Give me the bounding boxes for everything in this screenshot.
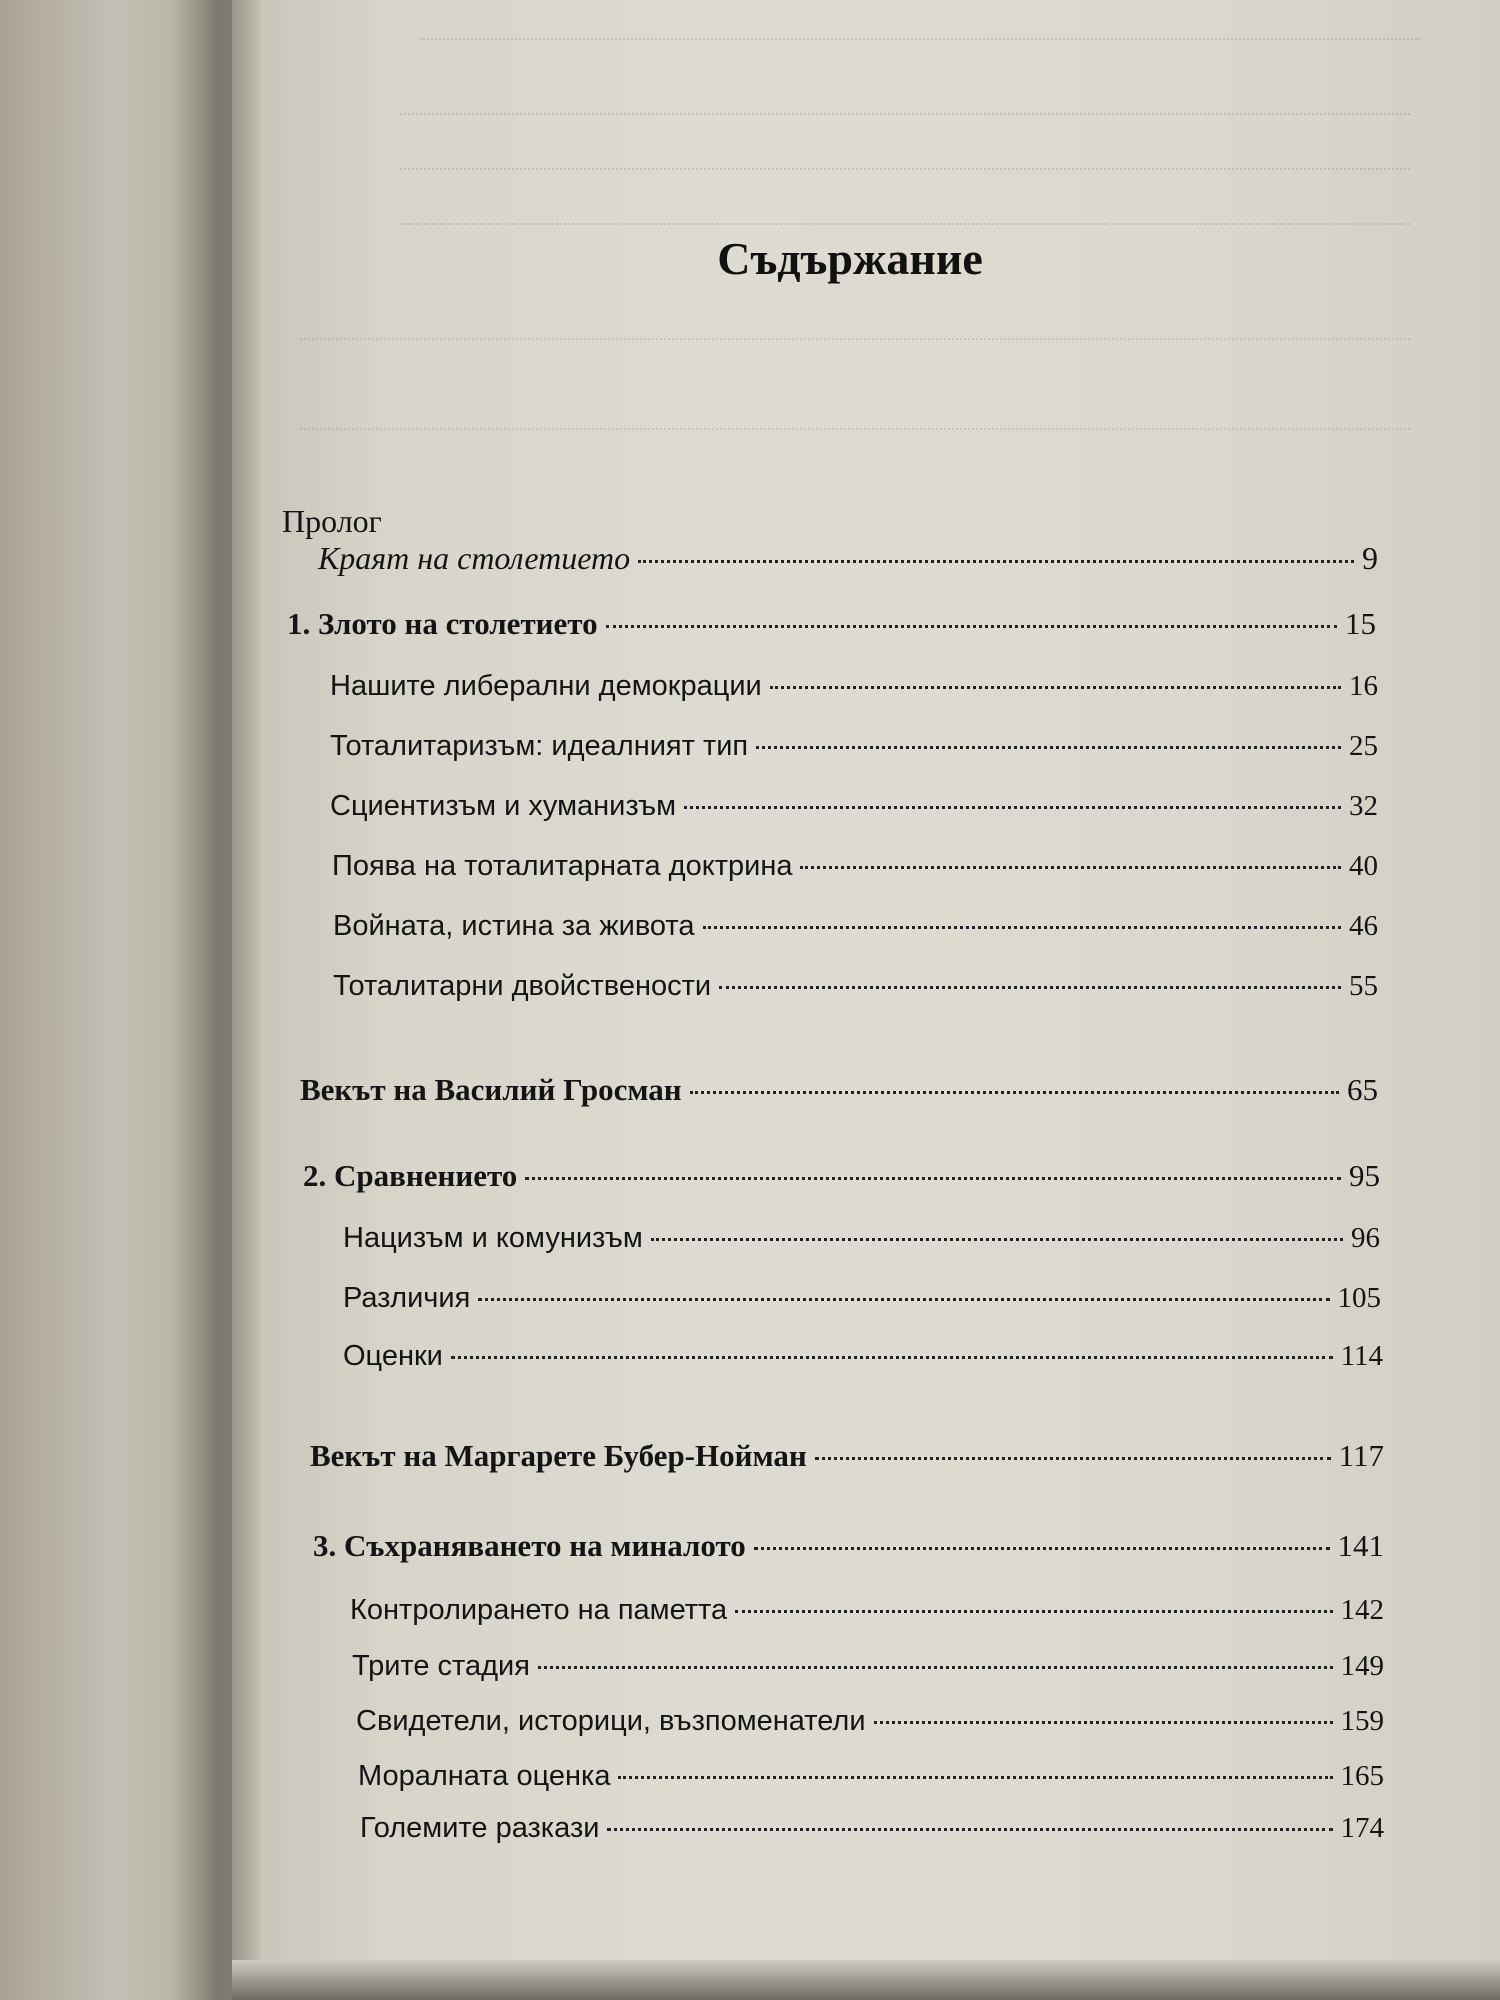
toc-entry-label: Поява на тоталитарната доктрина [332,850,793,882]
toc-chapter[interactable] [303,1158,1380,1194]
dot-leader [618,1776,1332,1779]
toc-page-number: 16 [1349,670,1378,702]
dot-leader [874,1721,1333,1724]
toc-section[interactable] [358,1760,1384,1793]
toc-entry-label: Големите разкази [360,1812,600,1844]
dot-leader [638,560,1354,563]
dot-leader [478,1298,1329,1301]
toc-section[interactable] [330,790,1378,823]
toc-page-number: 15 [1345,606,1376,641]
toc-section[interactable] [333,970,1378,1003]
toc-page-number: 40 [1349,850,1378,882]
toc-page-number: 105 [1337,1282,1381,1314]
toc-section[interactable] [343,1222,1380,1255]
toc-section[interactable] [352,1650,1384,1683]
toc-section[interactable] [343,1282,1381,1315]
toc-page-number: 174 [1340,1812,1384,1844]
toc-entry-label: Тоталитарни двойствености [333,970,712,1002]
dot-leader [719,986,1341,989]
toc-section[interactable] [350,1594,1384,1627]
toc-page-number: 117 [1338,1438,1384,1473]
toc-entry-label: Векът на Василий Гросман [300,1072,682,1107]
toc-page-number: 159 [1340,1705,1384,1737]
toc-page-number: 96 [1351,1222,1380,1254]
show-through-line [300,410,1410,430]
dot-leader [754,1547,1330,1550]
book-gutter [170,0,260,2000]
toc-chapter[interactable] [287,606,1376,642]
toc-page-number: 65 [1347,1072,1378,1107]
toc-page-number: 141 [1337,1528,1384,1563]
toc-chapter[interactable] [313,1528,1384,1564]
toc-entry-label: 2. Сравнението [303,1158,518,1193]
toc-entry-label: Свидетели, историци, възпоменатели [356,1705,866,1737]
toc-section[interactable] [356,1705,1384,1738]
toc-entry-label: 3. Съхраняването на миналото [313,1528,746,1563]
dot-leader [538,1666,1333,1669]
toc-section[interactable] [343,1340,1383,1373]
dot-leader [800,866,1341,869]
toc-page-number: 55 [1349,970,1378,1002]
toc-entry-label: Войната, истина за живота [333,910,695,942]
dot-leader [606,625,1337,628]
toc-entry-label: Краят на столетието [318,540,631,576]
dot-leader [735,1610,1332,1613]
dot-leader [815,1457,1331,1460]
toc-page-number: 32 [1349,790,1378,822]
toc-page-number: 165 [1340,1760,1384,1792]
toc-page-number: 46 [1349,910,1378,942]
dot-leader [607,1828,1332,1831]
toc-entry-label: Моралната оценка [358,1760,611,1792]
toc-section[interactable] [333,910,1378,943]
dot-leader [684,806,1341,809]
dot-leader [651,1238,1343,1241]
toc-entry-prologue[interactable] [318,540,1378,577]
show-through-line [400,150,1410,170]
dot-leader [690,1091,1339,1094]
toc-entry-label: Нацизъм и комунизъм [343,1222,643,1254]
toc-section[interactable] [330,670,1378,703]
toc-chapter[interactable] [310,1438,1384,1474]
dot-leader [451,1356,1333,1359]
toc-entry-label: Оценки [343,1340,443,1372]
show-through-line [420,20,1420,40]
toc-section[interactable] [332,850,1378,883]
dot-leader [770,686,1341,689]
toc-entry-label: Различия [343,1282,471,1314]
dot-leader [703,926,1342,929]
toc-page-number: 9 [1362,540,1378,576]
page-title: Съдържание [717,233,983,284]
toc-section[interactable] [360,1812,1384,1845]
page-bottom-edge [232,1960,1500,2000]
toc-page-number: 149 [1340,1650,1384,1682]
toc-entry-label: 1. Злото на столетието [287,606,598,641]
toc-page-number: 114 [1340,1340,1383,1372]
show-through-line [400,205,1410,225]
toc-entry-label: Сциентизъм и хуманизъм [330,790,677,822]
show-through-line [400,95,1410,115]
prologue-heading: Пролог [282,503,382,539]
toc-entry-label: Тоталитаризъм: идеалният тип [330,730,749,762]
toc-entry-label: Векът на Маргарете Бубер-Нойман [310,1438,807,1473]
toc-chapter[interactable] [300,1072,1378,1108]
toc-page-number: 142 [1340,1594,1384,1626]
toc-page-number: 95 [1349,1158,1380,1193]
show-through-line [300,320,1410,340]
toc-entry-label: Трите стадия [352,1650,530,1682]
toc-page-number: 25 [1349,730,1378,762]
toc-entry-label: Контролирането на паметта [350,1594,728,1626]
dot-leader [525,1177,1341,1180]
dot-leader [756,746,1341,749]
toc-entry-label: Нашите либерални демокрации [330,670,762,702]
toc-section[interactable] [330,730,1378,763]
